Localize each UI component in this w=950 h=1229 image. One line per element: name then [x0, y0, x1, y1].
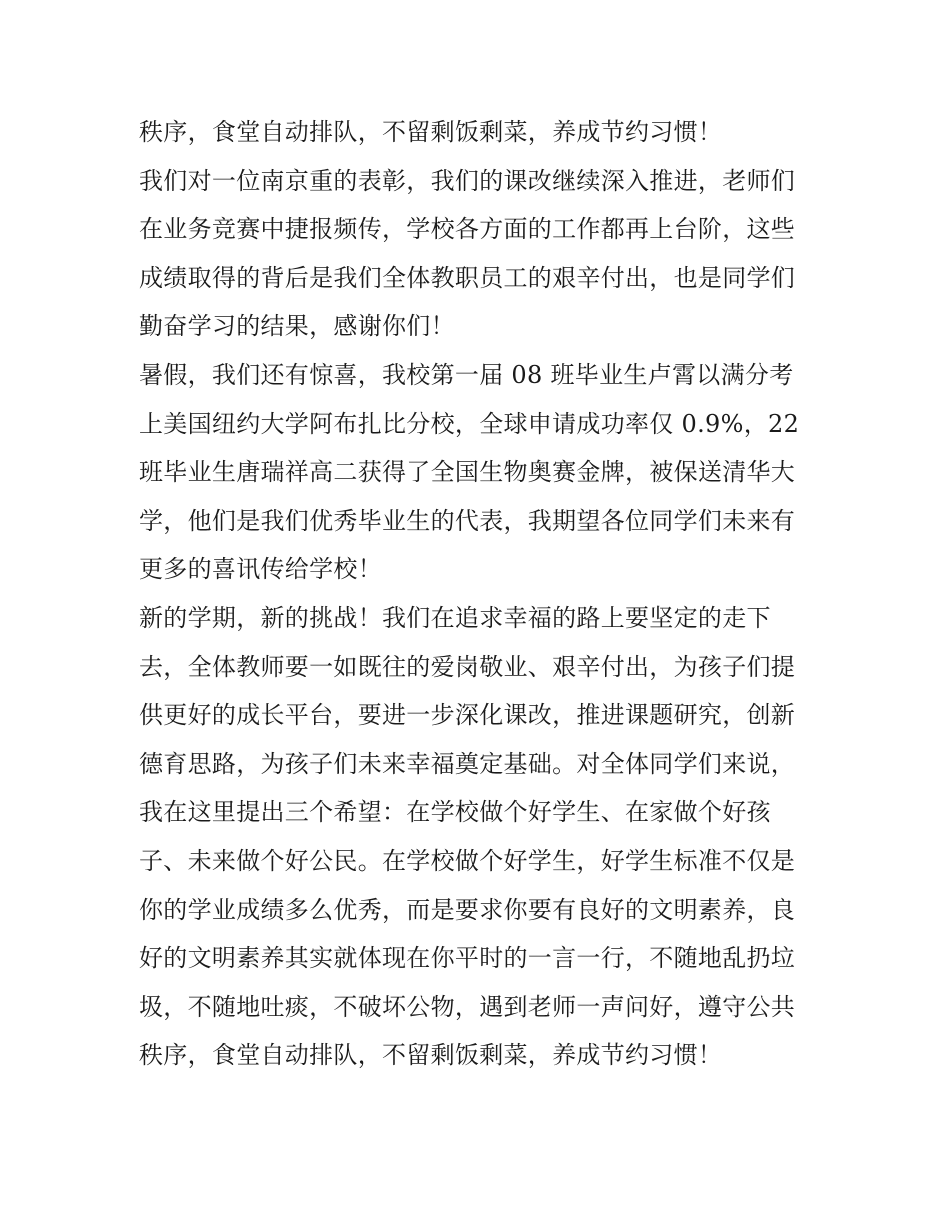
text-line: 班毕业生唐瑞祥高二获得了全国生物奥赛金牌，被保送清华大: [139, 458, 796, 487]
text-line: 圾，不随地吐痰，不破坏公物，遇到老师一声问好，遵守公共: [139, 992, 796, 1021]
text-line: 暑假，我们还有惊喜，我校第一届 08 班毕业生卢霄以满分考: [139, 360, 794, 389]
text-line: 去，全体教师要一如既往的爱岗敬业、艰辛付出，为孩子们提: [139, 652, 796, 681]
text-line: 供更好的成长平台，要进一步深化课改，推进课题研究，创新: [139, 701, 796, 730]
text-line: 更多的喜讯传给学校！: [139, 555, 382, 584]
text-line: 子、未来做个好公民。在学校做个好学生，好学生标准不仅是: [139, 846, 796, 875]
text-line: 上美国纽约大学阿布扎比分校，全球申请成功率仅 0.9%，22: [139, 409, 800, 438]
text-line: 在业务竞赛中捷报频传，学校各方面的工作都再上台阶，这些: [139, 215, 796, 244]
text-line: 好的文明素养其实就体现在你平时的一言一行，不随地乱扔垃: [139, 944, 796, 973]
text-line: 新的学期，新的挑战！我们在追求幸福的路上要坚定的走下: [139, 603, 771, 632]
text-line: 你的学业成绩多么优秀，而是要求你要有良好的文明素养，良: [139, 895, 796, 924]
text-line: 我们对一位南京重的表彰，我们的课改继续深入推进，老师们: [139, 166, 796, 195]
text-line: 勤奋学习的结果，感谢你们！: [139, 312, 455, 341]
text-line: 我在这里提出三个希望：在学校做个好学生、在家做个好孩: [139, 798, 771, 827]
text-line: 德育思路，为孩子们未来幸福奠定基础。对全体同学们来说，: [139, 749, 796, 778]
text-line: 秩序，食堂自动排队，不留剩饭剩菜，养成节约习惯！: [139, 118, 723, 146]
body-text: [139, 108, 819, 1080]
text-line: 成绩取得的背后是我们全体教职员工的艰辛付出，也是同学们: [139, 263, 796, 292]
text-line: 学，他们是我们优秀毕业生的代表，我期望各位同学们未来有: [139, 506, 796, 535]
text-line: 秩序，食堂自动排队，不留剩饭剩菜，养成节约习惯！: [139, 1041, 723, 1070]
